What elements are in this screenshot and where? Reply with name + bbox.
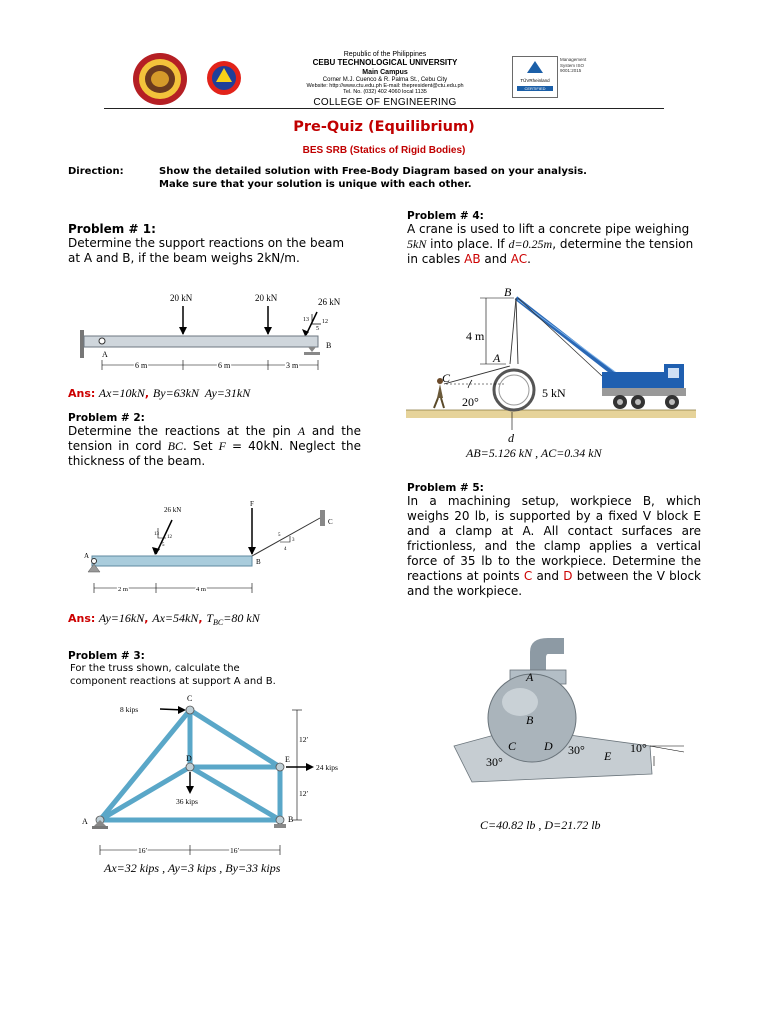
p1-load-1: 20 kN: [170, 293, 193, 303]
p5-text-and: and: [532, 569, 564, 583]
certification-badge: [512, 56, 558, 98]
p2-ratio-13: 13: [154, 532, 159, 537]
p2-ans-1: Ay=16kN: [98, 611, 145, 625]
problem-1-answer: [68, 386, 250, 401]
problem-4: [407, 210, 707, 267]
p2-ans-comma-2: ,: [198, 612, 207, 625]
p4-text-w: 5kN: [407, 237, 427, 251]
p5-text-a: In a machining setup, workpiece B, which weighs 20 lb, is supported by a fixed V block E and a clamp at A. All contact surfaces are frictionless, and the clamp applies a vertical force of 35 lb to the workpiece. Determine the reactions at points: [407, 494, 701, 583]
problem-4-text: [407, 222, 703, 267]
problem-4-heading: Problem # 4:: [407, 210, 484, 222]
p5-text-b: between the V block and the workpiece.: [407, 569, 701, 598]
p4-text-a: A crane is used to lift a concrete pipe weighing: [407, 222, 690, 236]
p2-text-BC: BC: [167, 439, 183, 453]
tel-label: Tel. No. (032) 402 4060 local 1135: [343, 89, 427, 95]
university-name: CEBU TECHNOLOGICAL UNIVERSITY: [312, 58, 458, 67]
p5-text-C: C: [523, 569, 533, 583]
p1-ratio-13: 13: [303, 317, 309, 323]
p4-label-d: d: [508, 431, 514, 444]
problem-2-figure: [84, 498, 344, 602]
p1-dim-2: 6 m: [218, 361, 231, 370]
p2-text-a: Determine the reactions at the pin: [68, 424, 298, 438]
problem-1: [68, 222, 368, 266]
direction-line-1: Show the detailed solution with Free-Body Diagram based on your analysis.: [159, 166, 587, 177]
p2-ratio-5: 5: [162, 543, 165, 548]
p5-label-C: C: [508, 739, 517, 753]
p1-ans-2: By=63kN Ay=31kN: [152, 386, 251, 400]
problem-2: [68, 412, 361, 469]
p4-text-d: d=0.25m: [508, 237, 553, 251]
p2-text-b: and the tension in cord: [68, 424, 362, 453]
page-title: Pre-Quiz (Equilibrium): [293, 119, 475, 135]
problem-5: [407, 482, 701, 599]
p2-ratio-4: 4: [284, 547, 287, 552]
p2-text-c: . Set: [182, 439, 219, 453]
p3-width-2: 16′: [230, 846, 240, 855]
p2-text-F: F: [218, 439, 226, 453]
badge-text: Management System ISO 9001:2015: [560, 57, 587, 74]
problem-1-figure: [80, 290, 370, 374]
p1-ans-label: Ans:: [68, 387, 96, 400]
p3-label-B: B: [288, 815, 294, 824]
p2-label-A: A: [84, 552, 90, 560]
problem-3-heading: Problem # 3:: [68, 650, 145, 662]
problem-5-text: [407, 494, 701, 599]
p4-text-c: , determine the tension in cables: [407, 237, 694, 266]
p2-label-C: C: [328, 518, 333, 526]
p3-label-E: E: [285, 755, 290, 764]
p4-angle: 20°: [462, 395, 479, 409]
p5-label-B: B: [526, 713, 534, 727]
p5-label-D: D: [544, 739, 553, 753]
problem-5-figure: [452, 634, 684, 794]
direction-label: Direction:: [68, 166, 124, 177]
p5-angle-left: 30°: [486, 755, 503, 769]
header: [0, 0, 768, 112]
page-subtitle: BES SRB (Statics of Rigid Bodies): [302, 145, 466, 156]
p3-label-A: A: [82, 817, 88, 826]
p1-ratio-5: 5: [316, 326, 319, 332]
p2-text-A: A: [297, 424, 306, 438]
p3-load-24: 24 kips: [316, 763, 338, 772]
p2-text-d: = 40kN. Neglect the thickness of the beam.: [68, 439, 361, 468]
problem-2-answer: [68, 611, 260, 627]
p2-ratio-12: 12: [167, 535, 172, 540]
problem-3-figure: [80, 692, 360, 862]
p1-ans-1: Ax=10kN: [98, 386, 145, 400]
p3-label-C: C: [187, 694, 193, 703]
problem-2-heading: Problem # 2:: [68, 412, 145, 424]
p4-label-B: B: [504, 285, 512, 299]
p4-text-b: into place. If: [426, 237, 509, 251]
problem-1-heading: Problem # 1:: [68, 222, 156, 236]
republic-label: Republic of the Philippines: [343, 51, 427, 58]
badge-brand: TÜVRheinland: [520, 78, 550, 83]
p3-height-1: 12′: [299, 735, 309, 744]
p4-height: 4 m: [466, 329, 485, 343]
campus-label: Main Campus: [362, 69, 408, 76]
problem-5-answer: C=40.82 lb , D=21.72 lb: [480, 818, 601, 832]
p3-height-2: 12′: [299, 789, 309, 798]
p2-ans-3-rest: =80 kN: [223, 611, 260, 625]
p1-ans-comma: ,: [144, 387, 153, 400]
problem-3: [68, 650, 368, 688]
p2-ratio-3: 3: [292, 538, 295, 543]
problem-2-text: [68, 424, 361, 469]
website-label: Website: http://www.ctu.edu.ph E-mail: thepresident@ctu.edu.ph: [306, 83, 464, 89]
p2-label-B: B: [256, 558, 261, 566]
p1-ratio-12: 12: [322, 319, 328, 325]
address-label: Corner M.J. Cuenco & R. Palma St., Cebu City: [322, 77, 448, 83]
p2-ans-3: T: [206, 611, 214, 625]
p2-dim-2: 4 m: [196, 586, 206, 593]
p2-ans-3-sub: BC: [213, 618, 224, 628]
p2-load-26: 26 kN: [164, 506, 182, 514]
p5-angle-right: 30°: [568, 743, 585, 757]
p5-text-D: D: [563, 569, 573, 583]
problem-5-heading: Problem # 5:: [407, 482, 484, 494]
problem-1-text: Determine the support reactions on the beam at A and B, if the beam weighs 2kN/m.: [68, 236, 345, 265]
direction-line-2: Make sure that your solution is unique with each other.: [159, 179, 472, 190]
p3-load-36: 36 kips: [176, 797, 198, 806]
p5-label-A: A: [526, 670, 534, 684]
p1-label-B: B: [326, 341, 332, 350]
p1-dim-3: 3 m: [286, 361, 299, 370]
header-rule: [104, 108, 664, 109]
p5-label-E: E: [604, 749, 612, 763]
p4-label-A: A: [493, 351, 501, 365]
p2-ans-comma-1: ,: [144, 612, 153, 625]
p1-label-A: A: [102, 350, 108, 359]
p2-label-F: F: [250, 500, 254, 508]
p1-dim-1: 6 m: [135, 361, 148, 370]
p3-label-D: D: [186, 754, 192, 763]
p3-load-8: 8 kips: [120, 705, 139, 714]
p1-load-3: 26 kN: [318, 297, 341, 307]
p1-load-2: 20 kN: [255, 293, 278, 303]
p2-dim-1: 2 m: [118, 586, 128, 593]
college-label: COLLEGE OF ENGINEERING: [313, 97, 457, 108]
p2-ans-2: Ax=54kN: [152, 611, 199, 625]
p5-angle-10: 10°: [630, 741, 647, 755]
badge-cert: CERTIFIED: [517, 86, 553, 91]
asean-logo: [206, 60, 242, 96]
problem-3-answer: Ax=32 kips , Ay=3 kips , By=33 kips: [104, 861, 281, 875]
problem-3-text: For the truss shown, calculate the component reactions at support A and B.: [70, 663, 276, 687]
p2-ratio-5b: 5: [278, 533, 281, 538]
problem-4-figure: [406, 284, 696, 444]
p4-text-AC: AC: [510, 252, 528, 266]
p4-label-C: C: [442, 371, 451, 385]
tuv-triangle-icon: [525, 60, 545, 74]
p4-text-AB: AB: [464, 252, 481, 266]
p4-weight: 5 kN: [542, 386, 566, 400]
problem-4-answer: AB=5.126 kN , AC=0.34 kN: [466, 446, 602, 460]
p3-width-1: 16′: [138, 846, 148, 855]
p4-text-end: .: [527, 252, 531, 266]
p2-ans-label: Ans:: [68, 612, 96, 625]
university-seal-logo: [132, 52, 188, 106]
p4-text-and: and: [480, 252, 511, 266]
